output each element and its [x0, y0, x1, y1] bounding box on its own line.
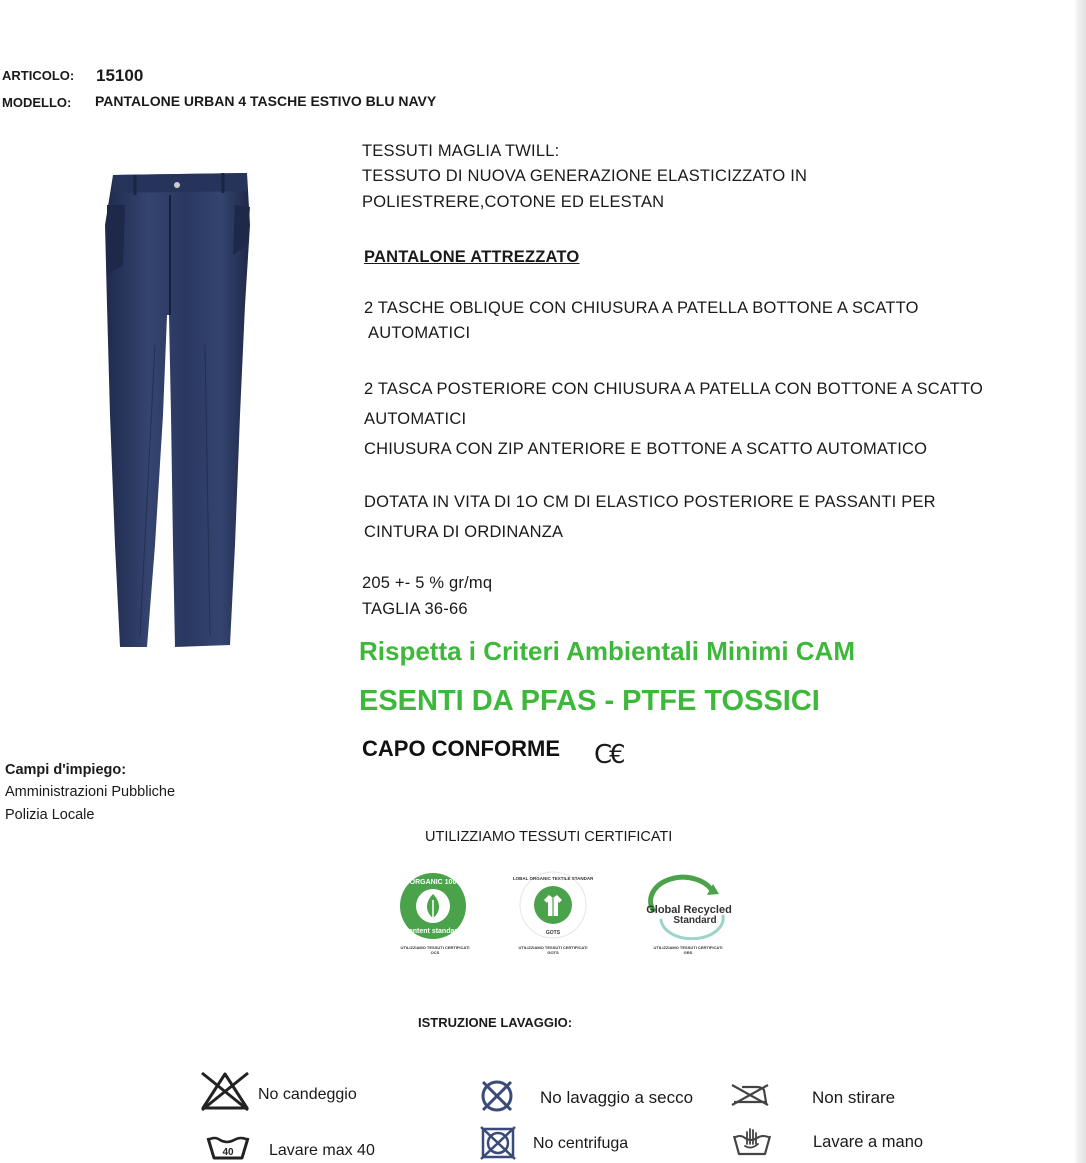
- pockets2-line2: AUTOMATICI: [364, 410, 467, 428]
- modello-value: PANTALONE URBAN 4 TASCHE ESTIVO BLU NAVY: [95, 93, 437, 109]
- capo-conforme: CAPO CONFORME: [362, 736, 560, 761]
- gots-caption: UTILIZZIAMO TESSUTI CERTIFICATI: [518, 945, 588, 950]
- ocs-caption: UTILIZZIAMO TESSUTI CERTIFICATI: [400, 945, 470, 950]
- ocs-text-2: content standard: [404, 928, 462, 935]
- no-dry-clean-label: No lavaggio a secco: [540, 1088, 694, 1107]
- no-bleach-label: No candeggio: [258, 1086, 357, 1103]
- care-title: ISTRUZIONE LAVAGGIO:: [418, 1015, 573, 1030]
- fabric-line2: POLIESTRERE,COTONE ED ELESTAN: [362, 193, 665, 211]
- ocs-icon: [385, 870, 485, 940]
- gots-code: GOTS: [547, 950, 559, 955]
- usage-title: Campi d'impiego:: [5, 762, 127, 778]
- modello-label: MODELLO:: [2, 95, 72, 110]
- usage-item-2: Polizia Locale: [5, 807, 95, 823]
- hand-wash-icon: [731, 1126, 773, 1158]
- grs-code: GRS: [683, 950, 693, 955]
- wash-40-label: Lavare max 40: [269, 1142, 375, 1159]
- sizes-text: TAGLIA 36-66: [362, 600, 468, 618]
- waist-line2: CINTURA DI ORDINANZA: [364, 523, 564, 541]
- grs-caption: UTILIZZIAMO TESSUTI CERTIFICATI: [653, 945, 723, 950]
- page-edge: [1074, 0, 1086, 1163]
- ocs-logo: [385, 870, 485, 955]
- no-dry-clean-icon: [478, 1078, 516, 1114]
- hand-wash-label: Lavare a mano: [813, 1133, 924, 1151]
- fabric-line1: TESSUTO DI NUOVA GENERAZIONE ELASTICIZZATO IN: [362, 167, 808, 185]
- ocs-text-1: ORGANIC 100: [409, 879, 457, 886]
- gots-text-2: GOTS: [545, 930, 561, 936]
- no-iron-label: Non stirare: [812, 1088, 896, 1107]
- ce-mark: C€: [594, 740, 623, 770]
- fabric-title: TESSUTI MAGLIA TWILL:: [362, 142, 560, 160]
- no-spin-icon: [479, 1126, 517, 1160]
- no-spin-label: No centrifuga: [533, 1135, 629, 1152]
- pockets2-line1: 2 TASCA POSTERIORE CON CHIUSURA A PATELLA CON BOTTONE A SCATTO: [364, 380, 984, 398]
- weight-text: 205 +- 5 % gr/mq: [362, 574, 493, 592]
- grs-icon: [633, 870, 743, 940]
- gots-icon: [513, 870, 593, 940]
- usage-item-1: Amministrazioni Pubbliche: [5, 784, 176, 800]
- articolo-label: ARTICOLO:: [2, 68, 75, 83]
- no-iron-icon: [728, 1082, 772, 1108]
- waist-line1: DOTATA IN VITA DI 1O CM DI ELASTICO POSTERIORE E PASSANTI PER: [364, 493, 936, 511]
- pfas-statement: ESENTI DA PFAS - PTFE TOSSICI: [359, 685, 820, 717]
- cam-statement: Rispetta i Criteri Ambientali Minimi CAM: [359, 636, 855, 666]
- wash-40-symbol: 40: [222, 1147, 234, 1158]
- pockets1-line1: 2 TASCHE OBLIQUE CON CHIUSURA A PATELLA BOTTONE A SCATTO: [364, 299, 919, 317]
- ocs-code: OCS: [430, 950, 440, 955]
- gots-text-1: GLOBAL ORGANIC TEXTILE STANDARD: [513, 876, 593, 881]
- gots-logo: [513, 870, 593, 955]
- trousers-image: [95, 165, 265, 680]
- grs-logo: [633, 870, 743, 955]
- grs-text-2: Standard: [673, 915, 717, 926]
- closure-text: CHIUSURA CON ZIP ANTERIORE E BOTTONE A SCATTO AUTOMATICO: [364, 440, 928, 458]
- cert-caption: UTILIZZIAMO TESSUTI CERTIFICATI: [425, 829, 673, 845]
- wash-40-icon: [205, 1134, 251, 1162]
- articolo-value: 15100: [96, 66, 144, 85]
- grs-text-1: Global Recycled: [646, 904, 732, 916]
- no-bleach-icon: [199, 1070, 251, 1112]
- section-title: PANTALONE ATTREZZATO: [364, 248, 580, 266]
- pockets1-line2: AUTOMATICI: [368, 324, 471, 342]
